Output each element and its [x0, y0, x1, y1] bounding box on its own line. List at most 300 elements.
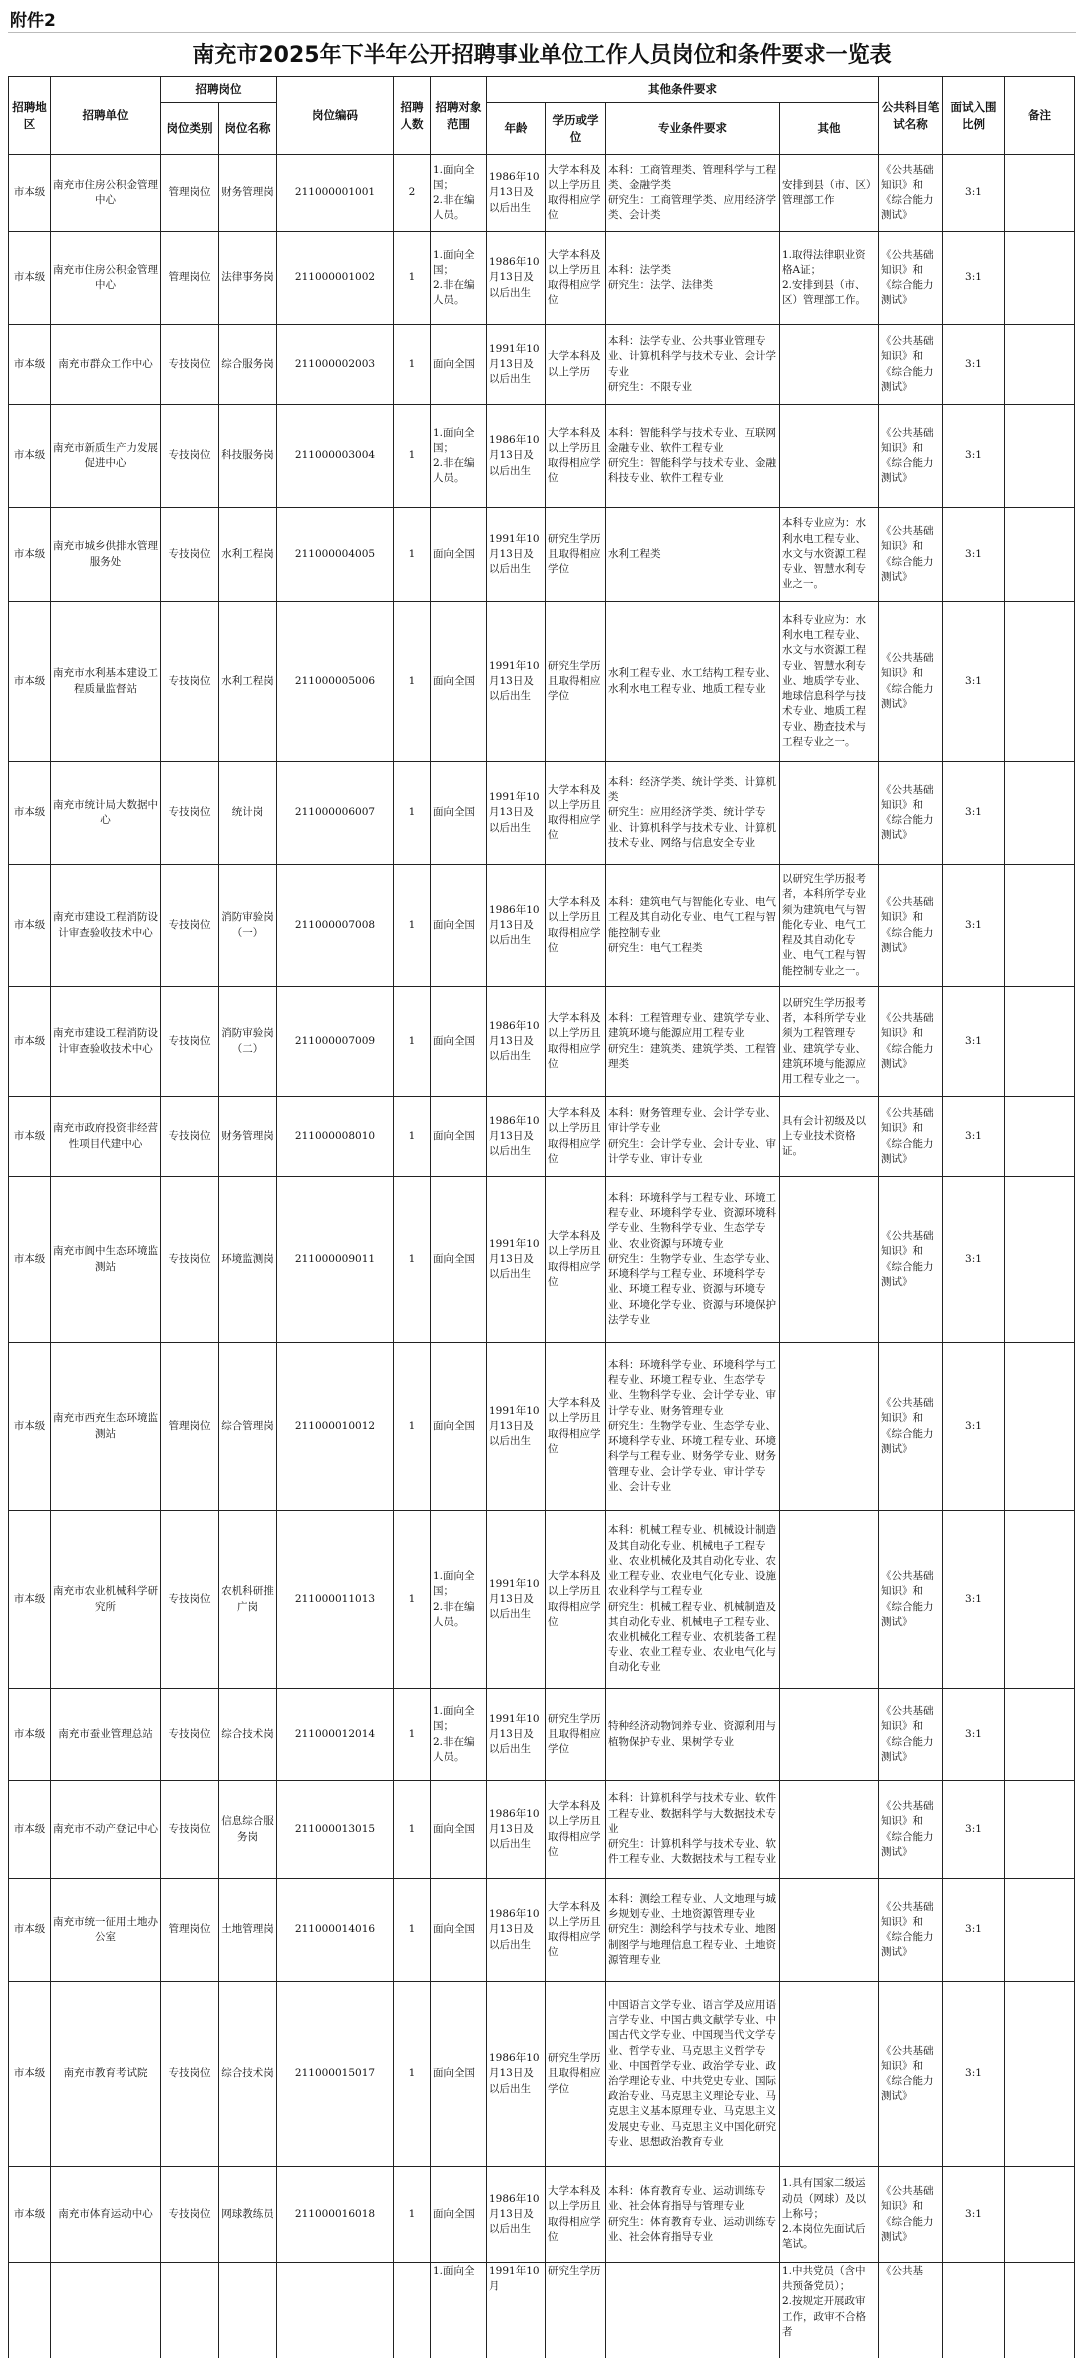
cell-region: 市本级: [9, 325, 51, 405]
divider: [8, 32, 1076, 33]
cell-region: 市本级: [9, 232, 51, 325]
cell-age: 1991年10月13日及以后出生: [487, 762, 546, 865]
cell-age: 1986年10月13日及以后出生: [487, 232, 546, 325]
cell-scope: 面向全国: [431, 1781, 487, 1879]
cell-education: 研究生学历: [546, 2263, 606, 2358]
cell-ratio: 3:1: [943, 1097, 1005, 1177]
cell-count: 2: [394, 155, 431, 232]
cell-unit: 南充市阆中生态环境监测站: [51, 1177, 161, 1343]
cell-unit: 南充市西充生态环境监测站: [51, 1343, 161, 1511]
cell-scope: 面向全国: [431, 762, 487, 865]
cell-post-code: 211000008010: [277, 1097, 394, 1177]
cell-exam: 《公共基础知识》和《综合能力测试》: [879, 1982, 943, 2167]
cell-age: 1986年10月13日及以后出生: [487, 1879, 546, 1982]
cell-exam: 《公共基础知识》和《综合能力测试》: [879, 405, 943, 508]
header-age: 年龄: [487, 103, 546, 155]
cell-post-code: 211000002003: [277, 325, 394, 405]
cell-major: 本科：计算机科学与技术专业、软件工程专业、数据科学与大数据技术专业 研究生：计算机科学与技术专业、软件工程专业、大数据技术与工程专业: [606, 1781, 780, 1879]
cell-post-name: 水利工程岗: [219, 602, 277, 762]
cell-ratio: 3:1: [943, 762, 1005, 865]
cell-ratio: 3:1: [943, 602, 1005, 762]
cell-post-name: 消防审验岗（二）: [219, 987, 277, 1097]
cell-education: 大学本科及以上学历且取得相应学位: [546, 1879, 606, 1982]
cell-other: [780, 1982, 879, 2167]
table-row: [9, 1343, 1075, 1511]
cell-education: 大学本科及以上学历且取得相应学位: [546, 865, 606, 987]
cell-education: 研究生学历且取得相应学位: [546, 1689, 606, 1781]
cell-education: 大学本科及以上学历且取得相应学位: [546, 1177, 606, 1343]
cell-post-code: 211000016018: [277, 2167, 394, 2263]
table-row: [9, 232, 1075, 325]
header-post-group: 招聘岗位: [161, 77, 277, 103]
cell-other: [780, 1343, 879, 1511]
cell-exam: 《公共基础知识》和《综合能力测试》: [879, 1781, 943, 1879]
cell-count: 1: [394, 1511, 431, 1689]
cell-post-type: 专技岗位: [161, 602, 219, 762]
cell-exam: 《公共基础知识》和《综合能力测试》: [879, 865, 943, 987]
cell-region: 市本级: [9, 2167, 51, 2263]
cell-unit: 南充市水利基本建设工程质量监督站: [51, 602, 161, 762]
cell-age: 1991年10月13日及以后出生: [487, 1177, 546, 1343]
cell-post-name: 综合技术岗: [219, 1689, 277, 1781]
header-other-group: 其他条件要求: [487, 77, 879, 103]
table-row: [9, 987, 1075, 1097]
cell-post-code: 211000004005: [277, 508, 394, 602]
cell-ratio: 3:1: [943, 155, 1005, 232]
cell-post-type: 管理岗位: [161, 1879, 219, 1982]
cell-exam: 《公共基础知识》和《综合能力测试》: [879, 1879, 943, 1982]
cell-post-type: 专技岗位: [161, 2167, 219, 2263]
cell-unit: 南充市建设工程消防设计审查验收技术中心: [51, 987, 161, 1097]
cell-education: 大学本科及以上学历且取得相应学位: [546, 1781, 606, 1879]
cell-scope: 面向全国: [431, 1343, 487, 1511]
header-post-code: 岗位编码: [277, 77, 394, 155]
cell-post-type: 管理岗位: [161, 232, 219, 325]
cell-count: 1: [394, 1982, 431, 2167]
cell-exam: 《公共基础知识》和《综合能力测试》: [879, 602, 943, 762]
cell-post-name: 财务管理岗: [219, 1097, 277, 1177]
cell-post-code: 211000009011: [277, 1177, 394, 1343]
cell-count: 1: [394, 2167, 431, 2263]
header-region: 招聘地区: [9, 77, 51, 155]
cell-note: [1005, 155, 1075, 232]
cell-education: 大学本科及以上学历且取得相应学位: [546, 987, 606, 1097]
cell-major: 本科：建筑电气与智能化专业、电气工程及其自动化专业、电气工程与智能控制专业 研究生：电气工程类: [606, 865, 780, 987]
cell-post-code: [277, 2263, 394, 2358]
cell-other: [780, 325, 879, 405]
cell-education: 大学本科及以上学历: [546, 325, 606, 405]
cell-other: 具有会计初级及以上专业技术资格证。: [780, 1097, 879, 1177]
cell-education: 大学本科及以上学历且取得相应学位: [546, 2167, 606, 2263]
cell-age: 1991年10月13日及以后出生: [487, 1511, 546, 1689]
cell-unit: 南充市教育考试院: [51, 1982, 161, 2167]
cell-unit: 南充市政府投资非经营性项目代建中心: [51, 1097, 161, 1177]
cell-age: 1986年10月13日及以后出生: [487, 2167, 546, 2263]
cell-unit: 南充市不动产登记中心: [51, 1781, 161, 1879]
cell-region: 市本级: [9, 987, 51, 1097]
cell-exam: 《公共基础知识》和《综合能力测试》: [879, 1511, 943, 1689]
table-row: [9, 865, 1075, 987]
cell-note: [1005, 762, 1075, 865]
cell-education: 大学本科及以上学历且取得相应学位: [546, 405, 606, 508]
cell-other: 本科专业应为：水利水电工程专业、水文与水资源工程专业、智慧水利专业之一。: [780, 508, 879, 602]
cell-other: [780, 405, 879, 508]
cell-unit: 南充市体育运动中心: [51, 2167, 161, 2263]
cell-education: 大学本科及以上学历且取得相应学位: [546, 762, 606, 865]
cell-ratio: 3:1: [943, 232, 1005, 325]
cell-major: 本科：法学专业、公共事业管理专业、计算机科学与技术专业、会计学专业 研究生：不限专业: [606, 325, 780, 405]
cell-age: 1986年10月13日及以后出生: [487, 987, 546, 1097]
cell-post-code: 211000007008: [277, 865, 394, 987]
cell-post-code: 211000001002: [277, 232, 394, 325]
cell-region: 市本级: [9, 1781, 51, 1879]
cell-region: 市本级: [9, 1689, 51, 1781]
cell-major: 本科：环境科学与工程专业、环境工程专业、环境科学专业、资源环境科学专业、生物科学专业、生态学专业、农业资源与环境专业 研究生：生物学专业、生态学专业、环境科学与工程专业、环境科学专业、环境工程专业、资源与环境专业、环境化学专业、资源与环境保护法学专业: [606, 1177, 780, 1343]
cell-ratio: 3:1: [943, 1177, 1005, 1343]
cell-post-code: 211000013015: [277, 1781, 394, 1879]
cell-ratio: 3:1: [943, 1343, 1005, 1511]
cell-post-type: 专技岗位: [161, 1177, 219, 1343]
cell-exam: 《公共基础知识》和《综合能力测试》: [879, 762, 943, 865]
cell-post-type: 管理岗位: [161, 155, 219, 232]
cell-unit: 南充市建设工程消防设计审查验收技术中心: [51, 865, 161, 987]
cell-exam: 《公共基础知识》和《综合能力测试》: [879, 987, 943, 1097]
cell-note: [1005, 1177, 1075, 1343]
recruitment-table: [8, 76, 1075, 2358]
cell-exam: 《公共基础知识》和《综合能力测试》: [879, 1097, 943, 1177]
table-row: [9, 2263, 1075, 2358]
cell-ratio: 3:1: [943, 508, 1005, 602]
cell-ratio: 3:1: [943, 1511, 1005, 1689]
cell-exam: 《公共基础知识》和《综合能力测试》: [879, 1343, 943, 1511]
cell-other: [780, 1781, 879, 1879]
cell-note: [1005, 508, 1075, 602]
cell-region: 市本级: [9, 865, 51, 987]
cell-unit: 南充市城乡供排水管理服务处: [51, 508, 161, 602]
cell-post-code: 211000014016: [277, 1879, 394, 1982]
table-row: [9, 602, 1075, 762]
cell-other: 1.中共党员（含中共预备党员）； 2.按规定开展政审工作，政审不合格者: [780, 2263, 879, 2358]
cell-major: 中国语言文学专业、语言学及应用语言学专业、中国古典文献学专业、中国古代文学专业、中国现当代文学专业、哲学专业、马克思主义哲学专业、中国哲学专业、政治学专业、政治学理论专业、中共党史专业、国际政治专业、马克思主义理论专业、马克思主义基本原理专业、马克思主义发展史专业、马克思主义中国化研究专业、思想政治教育专业: [606, 1982, 780, 2167]
cell-post-code: 211000003004: [277, 405, 394, 508]
cell-ratio: 3:1: [943, 1781, 1005, 1879]
cell-scope: 1.面向全国； 2.非在编人员。: [431, 155, 487, 232]
header-major: 专业条件要求: [606, 103, 780, 155]
cell-other: 1.具有国家二级运动员（网球）及以上称号； 2.本岗位先面试后笔试。: [780, 2167, 879, 2263]
cell-post-type: [161, 2263, 219, 2358]
cell-scope: 面向全国: [431, 1097, 487, 1177]
cell-exam: 《公共基础知识》和《综合能力测试》: [879, 2167, 943, 2263]
cell-unit: 南充市新质生产力发展促进中心: [51, 405, 161, 508]
cell-scope: 面向全国: [431, 2167, 487, 2263]
cell-exam: 《公共基础知识》和《综合能力测试》: [879, 325, 943, 405]
cell-region: 市本级: [9, 1097, 51, 1177]
table-row: [9, 762, 1075, 865]
cell-education: 大学本科及以上学历且取得相应学位: [546, 1343, 606, 1511]
cell-post-name: 消防审验岗（一）: [219, 865, 277, 987]
cell-other: [780, 762, 879, 865]
cell-major: 本科：财务管理专业、会计学专业、审计学专业 研究生：会计学专业、会计专业、审计学专业、审计专业: [606, 1097, 780, 1177]
cell-region: 市本级: [9, 602, 51, 762]
cell-note: [1005, 1879, 1075, 1982]
cell-other: 1.取得法律职业资格A证； 2.安排到县（市、区）管理部工作。: [780, 232, 879, 325]
cell-region: 市本级: [9, 1879, 51, 1982]
cell-note: [1005, 1511, 1075, 1689]
table-row: [9, 1177, 1075, 1343]
cell-age: 1986年10月13日及以后出生: [487, 405, 546, 508]
cell-post-type: 专技岗位: [161, 1689, 219, 1781]
cell-post-code: 211000012014: [277, 1689, 394, 1781]
cell-exam: 《公共基础知识》和《综合能力测试》: [879, 155, 943, 232]
cell-region: 市本级: [9, 1982, 51, 2167]
cell-exam: 《公共基础知识》和《综合能力测试》: [879, 508, 943, 602]
cell-count: 1: [394, 1343, 431, 1511]
header-other: 其他: [780, 103, 879, 155]
cell-count: 1: [394, 1879, 431, 1982]
cell-post-name: 统计岗: [219, 762, 277, 865]
page-title: 南充市2025年下半年公开招聘事业单位工作人员岗位和条件要求一览表: [192, 43, 892, 68]
cell-post-name: 农机科研推广岗: [219, 1511, 277, 1689]
cell-unit: 南充市统计局大数据中心: [51, 762, 161, 865]
cell-note: [1005, 1781, 1075, 1879]
cell-education: 大学本科及以上学历且取得相应学位: [546, 1511, 606, 1689]
cell-note: [1005, 865, 1075, 987]
cell-major: 特种经济动物饲养专业、资源利用与植物保护专业、果树学专业: [606, 1689, 780, 1781]
cell-post-type: 专技岗位: [161, 1097, 219, 1177]
cell-scope: 1.面向全国； 2.非在编人员。: [431, 1689, 487, 1781]
cell-region: 市本级: [9, 1177, 51, 1343]
cell-other: 以研究生学历报考者，本科所学专业须为建筑电气与智能化专业、电气工程及其自动化专业、电气工程与智能控制专业之一。: [780, 865, 879, 987]
header-post-type: 岗位类别: [161, 103, 219, 155]
cell-count: 1: [394, 508, 431, 602]
cell-major: 本科：工商管理类、管理科学与工程类、金融学类 研究生：工商管理学类、应用经济学类、会计类: [606, 155, 780, 232]
table-row: [9, 2167, 1075, 2263]
cell-ratio: 3:1: [943, 1982, 1005, 2167]
cell-age: 1991年10月13日及以后出生: [487, 602, 546, 762]
cell-note: [1005, 1982, 1075, 2167]
cell-post-code: 211000001001: [277, 155, 394, 232]
cell-unit: 南充市住房公积金管理中心: [51, 155, 161, 232]
cell-ratio: 3:1: [943, 405, 1005, 508]
cell-major: 本科：环境科学专业、环境科学与工程专业、环境工程专业、生态学专业、生物科学专业、会计学专业、审计学专业、财务管理专业 研究生：生物学专业、生态学专业、环境科学专业、环境工程专业、环境科学与工程专业、财务学专业、财务管理专业、会计学专业、审计学专业、会计专业: [606, 1343, 780, 1511]
cell-post-code: 211000010012: [277, 1343, 394, 1511]
cell-note: [1005, 405, 1075, 508]
cell-post-name: 法律事务岗: [219, 232, 277, 325]
cell-other: 以研究生学历报考者，本科所学专业须为工程管理专业、建筑学专业、建筑环境与能源应用工程专业之一。: [780, 987, 879, 1097]
cell-count: 1: [394, 1781, 431, 1879]
table-row: [9, 325, 1075, 405]
cell-education: 大学本科及以上学历且取得相应学位: [546, 1097, 606, 1177]
cell-region: 市本级: [9, 1511, 51, 1689]
cell-count: 1: [394, 987, 431, 1097]
cell-count: 1: [394, 1177, 431, 1343]
cell-age: 1986年10月13日及以后出生: [487, 1097, 546, 1177]
cell-major: 本科：智能科学与技术专业、互联网金融专业、软件工程专业 研究生：智能科学与技术专业、金融科技专业、软件工程专业: [606, 405, 780, 508]
cell-region: [9, 2263, 51, 2358]
cell-age: 1986年10月13日及以后出生: [487, 865, 546, 987]
cell-post-name: 环境监测岗: [219, 1177, 277, 1343]
table-row: [9, 1879, 1075, 1982]
cell-other: 本科专业应为：水利水电工程专业、水文与水资源工程专业、智慧水利专业、地质学专业、地球信息科学与技术专业、地质工程专业、勘查技术与工程专业之一。: [780, 602, 879, 762]
cell-post-type: 专技岗位: [161, 1982, 219, 2167]
cell-ratio: 3:1: [943, 987, 1005, 1097]
cell-post-type: 专技岗位: [161, 1511, 219, 1689]
cell-scope: 1.面向全: [431, 2263, 487, 2358]
header-post-name: 岗位名称: [219, 103, 277, 155]
cell-other: [780, 1177, 879, 1343]
cell-count: 1: [394, 232, 431, 325]
cell-ratio: 3:1: [943, 325, 1005, 405]
table-row: [9, 1097, 1075, 1177]
cell-major: [606, 2263, 780, 2358]
cell-age: 1991年10月13日及以后出生: [487, 1343, 546, 1511]
cell-post-code: 211000011013: [277, 1511, 394, 1689]
cell-major: 本科：机械工程专业、机械设计制造及其自动化专业、机械电子工程专业、农业机械化及其自动化专业、农业工程专业、农业电气化专业、设施农业科学与工程专业 研究生：机械工程专业、机械制造及其自动化专业、机械电子工程专业、农业机械化工程专业、农机装备工程专业、农业工程专业、农业电气化与自动化专业: [606, 1511, 780, 1689]
cell-region: 市本级: [9, 508, 51, 602]
cell-ratio: 3:1: [943, 1879, 1005, 1982]
cell-post-name: 财务管理岗: [219, 155, 277, 232]
cell-post-type: 专技岗位: [161, 1781, 219, 1879]
cell-scope: 1.面向全国； 2.非在编人员。: [431, 1511, 487, 1689]
cell-scope: 面向全国: [431, 602, 487, 762]
cell-post-name: 网球教练员: [219, 2167, 277, 2263]
cell-age: 1986年10月13日及以后出生: [487, 155, 546, 232]
cell-post-name: 土地管理岗: [219, 1879, 277, 1982]
cell-post-type: 专技岗位: [161, 508, 219, 602]
cell-count: 1: [394, 762, 431, 865]
cell-count: 1: [394, 325, 431, 405]
table-row: [9, 508, 1075, 602]
table-row: [9, 155, 1075, 232]
header-ratio: 面试入围比例: [943, 77, 1005, 155]
cell-scope: 面向全国: [431, 1177, 487, 1343]
cell-post-name: 信息综合服务岗: [219, 1781, 277, 1879]
cell-note: [1005, 325, 1075, 405]
header-count: 招聘人数: [394, 77, 431, 155]
cell-post-name: 综合服务岗: [219, 325, 277, 405]
cell-post-code: 211000007009: [277, 987, 394, 1097]
header-education: 学历或学位: [546, 103, 606, 155]
table-row: [9, 1781, 1075, 1879]
cell-ratio: 3:1: [943, 2167, 1005, 2263]
cell-note: [1005, 232, 1075, 325]
cell-post-type: 专技岗位: [161, 762, 219, 865]
cell-post-name: 综合管理岗: [219, 1343, 277, 1511]
cell-major: 本科：工程管理专业、建筑学专业、建筑环境与能源应用工程专业 研究生：建筑类、建筑学类、工程管理类: [606, 987, 780, 1097]
cell-education: 大学本科及以上学历且取得相应学位: [546, 232, 606, 325]
cell-note: [1005, 2263, 1075, 2358]
cell-note: [1005, 602, 1075, 762]
cell-major: 本科：测绘工程专业、人文地理与城乡规划专业、土地资源管理专业 研究生：测绘科学与技术专业、地图制图学与地理信息工程专业、土地资源管理专业: [606, 1879, 780, 1982]
cell-education: 研究生学历且取得相应学位: [546, 508, 606, 602]
cell-age: 1991年10月13日及以后出生: [487, 325, 546, 405]
cell-age: 1986年10月13日及以后出生: [487, 1982, 546, 2167]
table-row: [9, 1689, 1075, 1781]
header-exam: 公共科目笔试名称: [879, 77, 943, 155]
cell-count: 1: [394, 602, 431, 762]
cell-ratio: [943, 2263, 1005, 2358]
cell-post-code: 211000015017: [277, 1982, 394, 2167]
cell-other: [780, 1879, 879, 1982]
cell-count: 1: [394, 1689, 431, 1781]
attachment-label: 附件2: [10, 11, 56, 31]
cell-exam: 《公共基: [879, 2263, 943, 2358]
cell-scope: 面向全国: [431, 508, 487, 602]
cell-exam: 《公共基础知识》和《综合能力测试》: [879, 1177, 943, 1343]
cell-unit: 南充市农业机械科学研究所: [51, 1511, 161, 1689]
cell-major: 本科：经济学类、统计学类、计算机类 研究生：应用经济学类、统计学专业、计算机科学与技术专业、计算机技术专业、网络与信息安全专业: [606, 762, 780, 865]
cell-scope: 面向全国: [431, 987, 487, 1097]
table-row: [9, 1982, 1075, 2167]
cell-scope: 1.面向全国； 2.非在编人员。: [431, 232, 487, 325]
cell-education: 研究生学历且取得相应学位: [546, 602, 606, 762]
cell-post-name: 科技服务岗: [219, 405, 277, 508]
cell-scope: 面向全国: [431, 325, 487, 405]
cell-count: [394, 2263, 431, 2358]
cell-age: 1991年10月13日及以后出生: [487, 508, 546, 602]
cell-post-code: 211000005006: [277, 602, 394, 762]
cell-post-name: 综合技术岗: [219, 1982, 277, 2167]
header-scope: 招聘对象范围: [431, 77, 487, 155]
table-row: [9, 1511, 1075, 1689]
cell-ratio: 3:1: [943, 1689, 1005, 1781]
cell-scope: 面向全国: [431, 865, 487, 987]
cell-post-type: 专技岗位: [161, 325, 219, 405]
cell-education: 大学本科及以上学历且取得相应学位: [546, 155, 606, 232]
cell-post-name: [219, 2263, 277, 2358]
cell-note: [1005, 1343, 1075, 1511]
cell-note: [1005, 1097, 1075, 1177]
cell-post-type: 管理岗位: [161, 1343, 219, 1511]
cell-other: [780, 1511, 879, 1689]
cell-age: 1991年10月13日及以后出生: [487, 1689, 546, 1781]
cell-note: [1005, 987, 1075, 1097]
cell-other: 安排到县（市、区）管理部工作: [780, 155, 879, 232]
cell-post-type: 专技岗位: [161, 405, 219, 508]
cell-education: 研究生学历且取得相应学位: [546, 1982, 606, 2167]
cell-age: 1991年10月: [487, 2263, 546, 2358]
cell-post-name: 水利工程岗: [219, 508, 277, 602]
cell-region: 市本级: [9, 405, 51, 508]
cell-count: 1: [394, 405, 431, 508]
cell-post-type: 专技岗位: [161, 865, 219, 987]
cell-post-type: 专技岗位: [161, 987, 219, 1097]
cell-major: 本科：法学类 研究生：法学、法律类: [606, 232, 780, 325]
cell-exam: 《公共基础知识》和《综合能力测试》: [879, 232, 943, 325]
cell-region: 市本级: [9, 762, 51, 865]
cell-region: 市本级: [9, 1343, 51, 1511]
cell-region: 市本级: [9, 155, 51, 232]
cell-unit: [51, 2263, 161, 2358]
cell-exam: 《公共基础知识》和《综合能力测试》: [879, 1689, 943, 1781]
cell-major: 本科：体育教育专业、运动训练专业、社会体育指导与管理专业 研究生：体育教育专业、运动训练专业、社会体育指导专业: [606, 2167, 780, 2263]
cell-scope: 面向全国: [431, 1879, 487, 1982]
cell-count: 1: [394, 1097, 431, 1177]
cell-major: 水利工程专业、水工结构工程专业、水利水电工程专业、地质工程专业: [606, 602, 780, 762]
cell-scope: 1.面向全国； 2.非在编人员。: [431, 405, 487, 508]
header-unit: 招聘单位: [51, 77, 161, 155]
cell-post-code: 211000006007: [277, 762, 394, 865]
cell-age: 1986年10月13日及以后出生: [487, 1781, 546, 1879]
header-note: 备注: [1005, 77, 1075, 155]
cell-unit: 南充市统一征用土地办公室: [51, 1879, 161, 1982]
cell-unit: 南充市蚕业管理总站: [51, 1689, 161, 1781]
cell-ratio: 3:1: [943, 865, 1005, 987]
cell-note: [1005, 2167, 1075, 2263]
cell-count: 1: [394, 865, 431, 987]
cell-other: [780, 1689, 879, 1781]
table-row: [9, 405, 1075, 508]
